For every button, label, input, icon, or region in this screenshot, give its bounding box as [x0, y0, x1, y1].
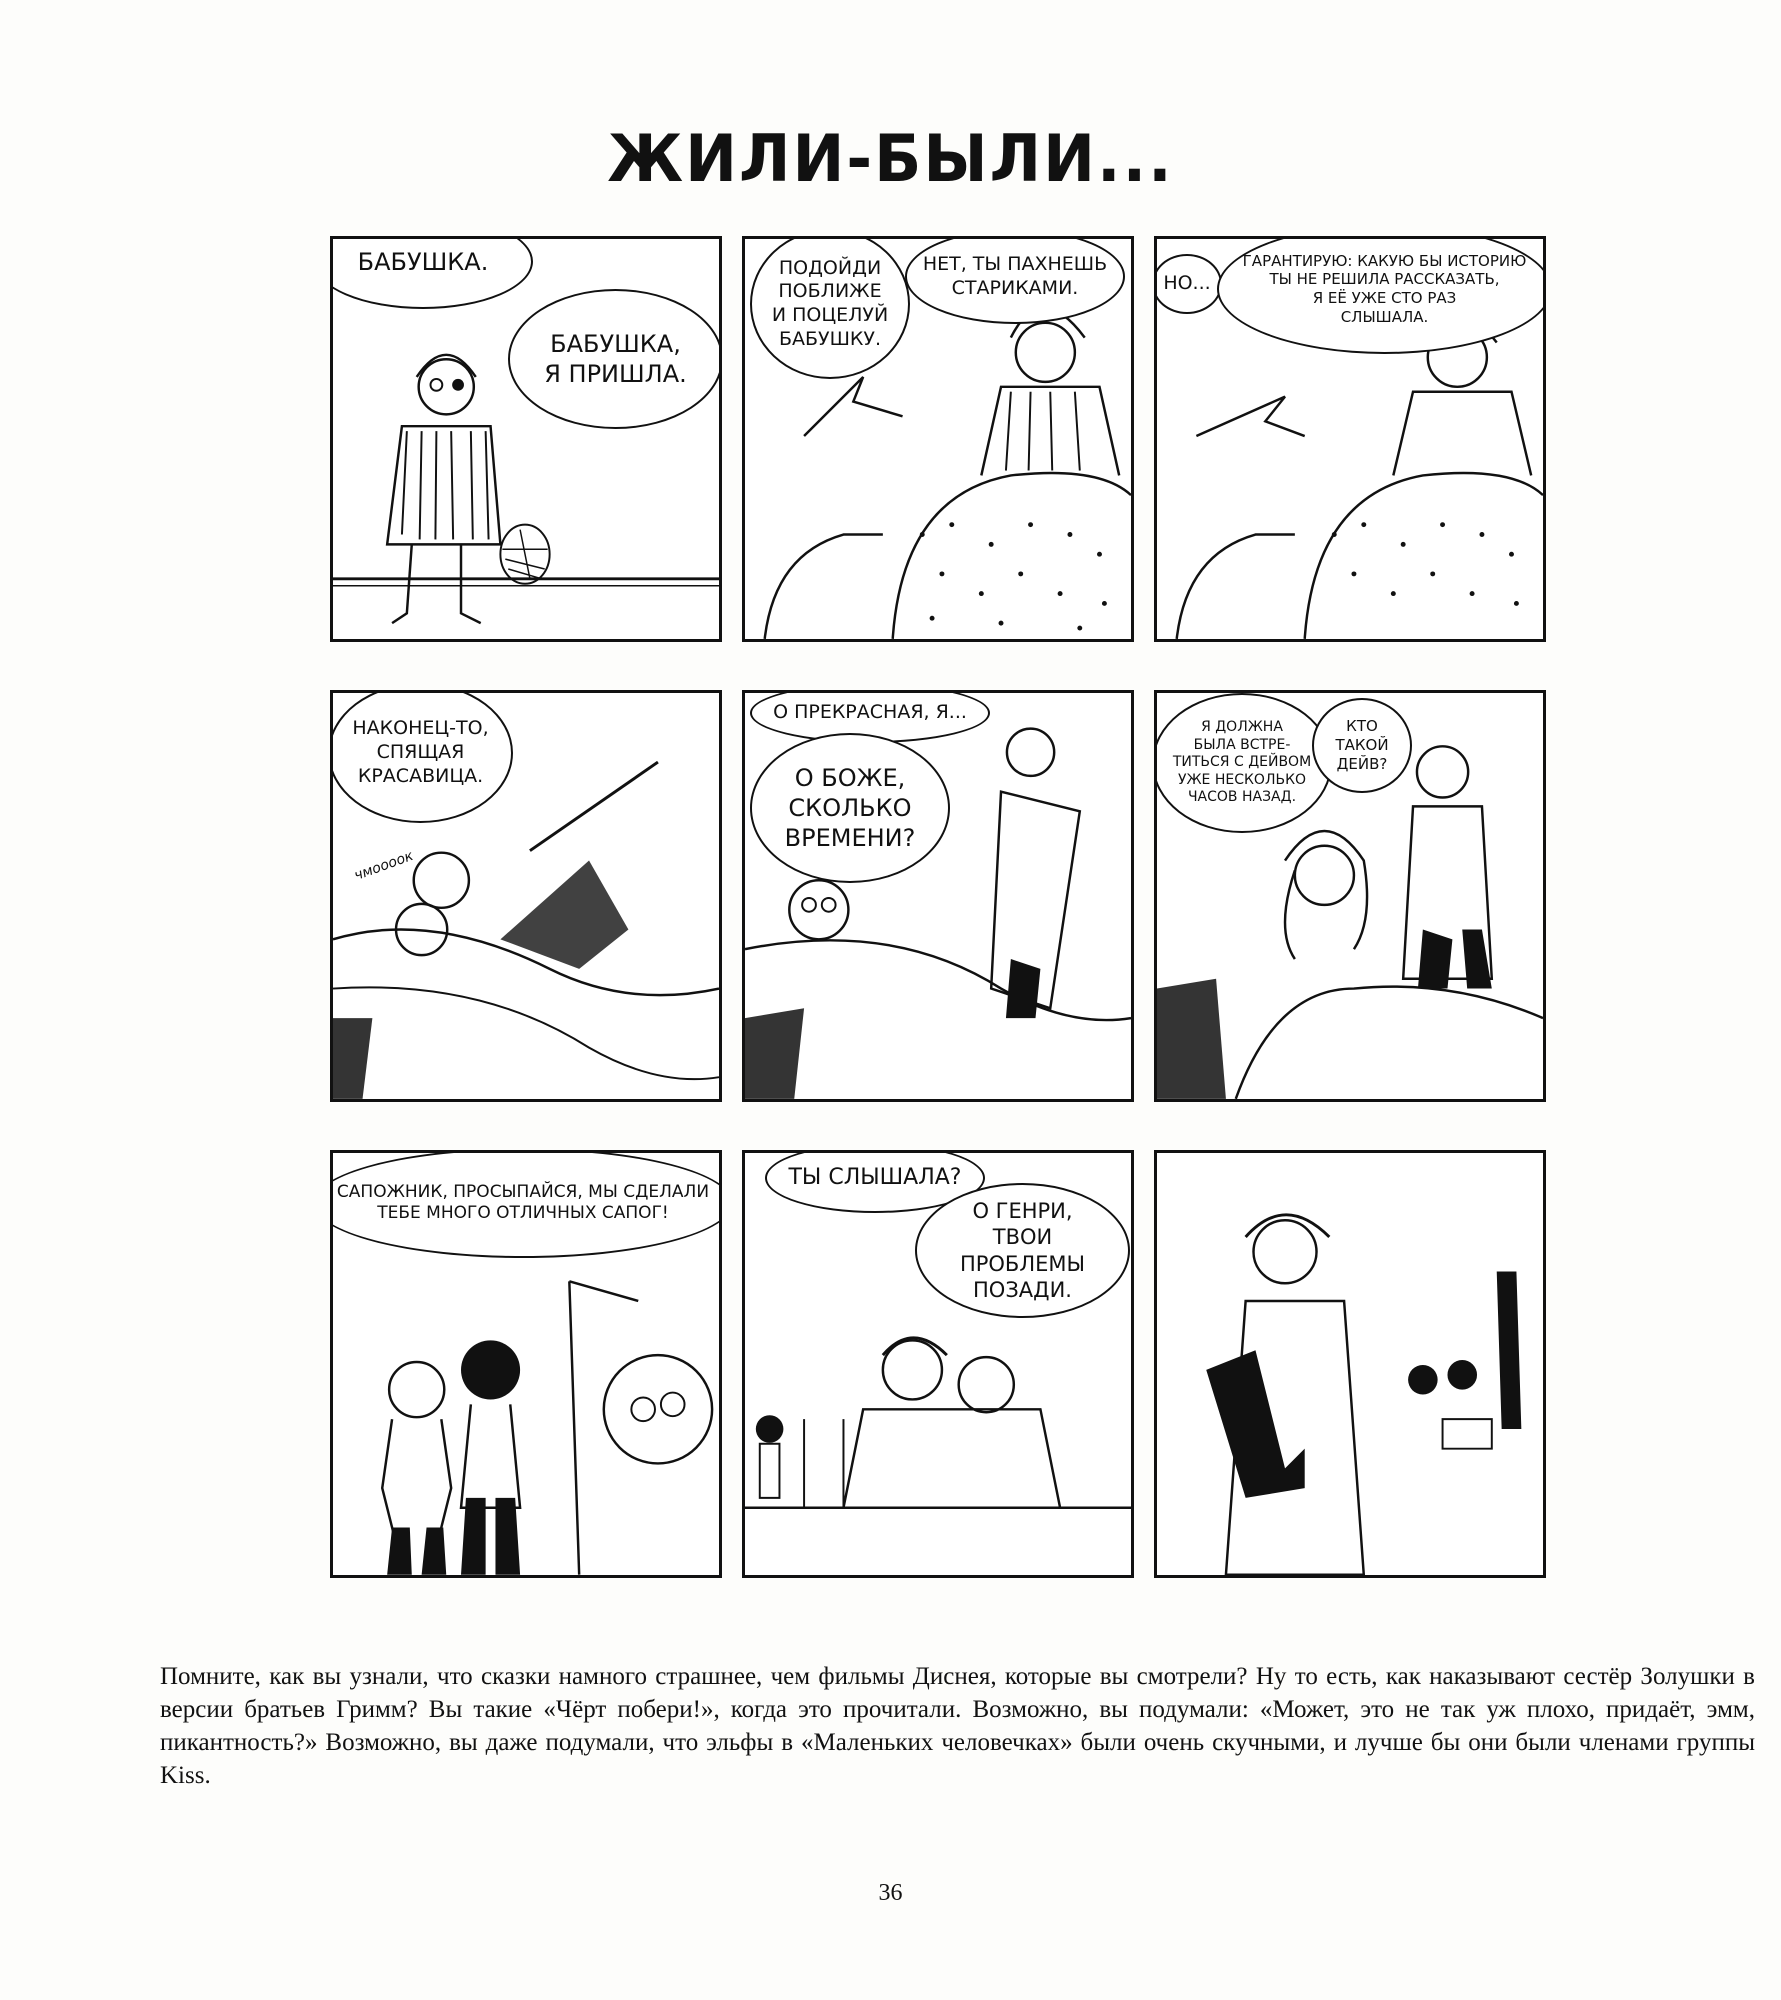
page-number: 36 [878, 1880, 903, 1906]
speech-bubble: КТО ТАКОЙ ДЕЙВ? [1312, 698, 1412, 793]
speech-bubble: НАКОНЕЦ-ТО, СПЯЩАЯ КРАСАВИЦА. [330, 690, 513, 823]
kiss-sound-effect: чмоооок [352, 847, 416, 885]
speech-bubble: Я ДОЛЖНА БЫЛА ВСТРЕ- ТИТЬСЯ С ДЕЙВОМ УЖЕ НЕСКОЛЬКО ЧАСОВ НАЗАД. [1154, 693, 1332, 833]
comic-panel-8 [742, 1150, 1134, 1578]
speech-bubble: О ПРЕКРАСНАЯ, Я... [750, 690, 990, 743]
comic-panel-3 [1154, 236, 1546, 642]
comic-panel-6 [1154, 690, 1546, 1102]
page-title: ЖИЛИ-БЫЛИ... [607, 120, 1174, 197]
comic-panel-5 [742, 690, 1134, 1102]
comic-panel-4 [330, 690, 722, 1102]
shoemaker-with-boot-drawing [1157, 1153, 1543, 1575]
speech-bubble: ТЫ СЛЫШАЛА? [765, 1150, 985, 1213]
body-paragraph: Помните, как вы узнали, что сказки намного страшнее, чем фильмы Диснея, которые вы смотрели? Ну то есть, как наказывают сестёр Золушки в версии братьев Гримм? Вы такие «Чёрт побери!», когда это прочитали. Возможно, вы подумали: «Может, это не так уж плохо, придаёт, эмм, пикантность?» Возможно, вы даже подумали, что эльфы в «Маленьких человечках» были очень скучными, и лучше бы они были членами группы Kiss. [160, 1663, 1755, 1789]
speech-bubble: ГАРАНТИРУЮ: КАКУЮ БЫ ИСТОРИЮ ТЫ НЕ РЕШИЛА РАССКАЗАТЬ, Я ЕЁ УЖЕ СТО РАЗ СЛЫШАЛА. [1217, 236, 1546, 354]
speech-bubble: БАБУШКА. [330, 236, 533, 309]
speech-bubble: БАБУШКА, Я ПРИШЛА. [508, 289, 722, 429]
speech-bubble: ПОДОЙДИ ПОБЛИЖЕ И ПОЦЕЛУЙ БАБУШКУ. [750, 236, 910, 379]
comic-panel-2 [742, 236, 1134, 642]
comic-panel-1 [330, 236, 722, 642]
speech-bubble: САПОЖНИК, ПРОСЫПАЙСЯ, МЫ СДЕЛАЛИ ТЕБЕ МНОГО ОТЛИЧНЫХ САПОГ! [330, 1150, 722, 1258]
speech-bubble: О ГЕНРИ, ТВОИ ПРОБЛЕМЫ ПОЗАДИ. [915, 1183, 1130, 1318]
speech-bubble: НО... [1154, 254, 1222, 314]
speech-bubble: О БОЖЕ, СКОЛЬКО ВРЕМЕНИ? [750, 733, 950, 883]
comic-panel-7 [330, 1150, 722, 1578]
comic-panel-9 [1154, 1150, 1546, 1578]
speech-bubble: НЕТ, ТЫ ПАХНЕШЬ СТАРИКАМИ. [905, 236, 1125, 324]
